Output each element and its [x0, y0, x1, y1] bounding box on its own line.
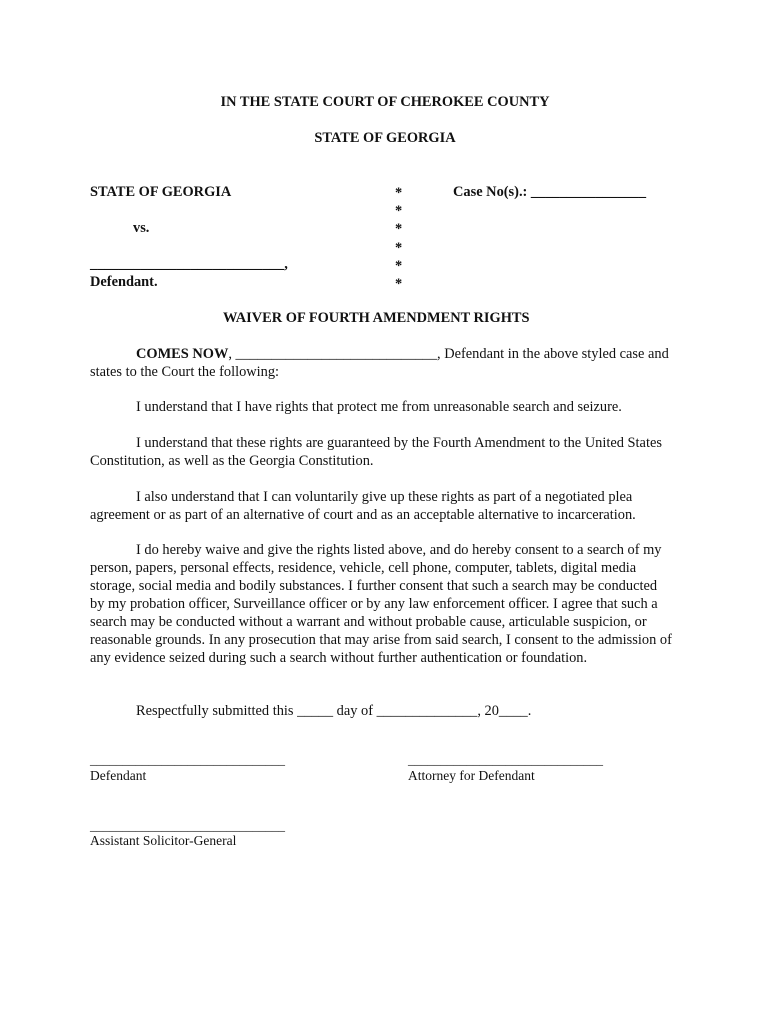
separator-star: * — [395, 185, 403, 201]
defendant-signature-line: ______________________________ — [90, 752, 285, 767]
defendant-label: Defendant. — [90, 274, 158, 290]
separator-star: * — [395, 203, 403, 220]
solicitor-signature-label: Assistant Solicitor-General — [90, 833, 237, 848]
court-heading: IN THE STATE COURT OF CHEROKEE COUNTY — [220, 94, 550, 110]
state-heading: STATE OF GEORGIA — [314, 130, 456, 146]
plaintiff-name: STATE OF GEORGIA — [90, 184, 232, 200]
separator-star: * — [395, 276, 403, 293]
paragraph-guarantee: I understand that these rights are guaranteed by the Fourth Amendment to the United States Constitution, as well as the Georgia Constitution. — [90, 435, 662, 469]
paragraph-rights: I understand that I have rights that protect me from unreasonable search and seizure. — [136, 399, 622, 415]
separator-star: * — [395, 239, 403, 256]
caption-separator — [395, 184, 407, 293]
separator-star: * — [395, 221, 403, 238]
comes-now-lead: COMES NOW — [136, 346, 229, 362]
case-number-field: Case No(s).: ________________ — [453, 184, 647, 200]
attorney-signature-label: Attorney for Defendant — [408, 768, 535, 783]
submission-line: Respectfully submitted this _____ day of ______________, 20____. — [136, 703, 532, 719]
versus-label: vs. — [133, 220, 150, 236]
comes-now-paragraph — [90, 345, 674, 381]
solicitor-signature-line: ______________________________ — [90, 818, 285, 833]
comes-now-text: , ____________________________, Defendant in the above styled case and states to the Court the following: — [90, 346, 669, 380]
defendant-name-blank: ___________________________, — [90, 256, 288, 272]
attorney-signature-line: ______________________________ — [408, 752, 603, 767]
defendant-signature-label: Defendant — [90, 768, 147, 783]
document-title: WAIVER OF FOURTH AMENDMENT RIGHTS — [223, 310, 530, 326]
paragraph-waiver: I do hereby waive and give the rights listed above, and do hereby consent to a search of my person, papers, personal effects, residence, vehicle, cell phone, computer, tablets, digital media storage, social media and bodily substances. I further consent that such a search may be conducted by my probation officer, Surveillance officer or by any law enforcement officer. I agree that such a search may be conducted without a warrant and without probable cause, articulable suspicion, or reasonable grounds. In any prosecution that may arise from said search, I consent to the admission of any evidence seized during such a search without further authentication or foundation. — [90, 542, 672, 666]
paragraph-voluntary: I also understand that I can voluntarily give up these rights as part of a negotiated plea agreement or as part of an alternative of court and as an acceptable alternative to incarceration. — [90, 489, 636, 523]
separator-star: * — [395, 257, 403, 274]
